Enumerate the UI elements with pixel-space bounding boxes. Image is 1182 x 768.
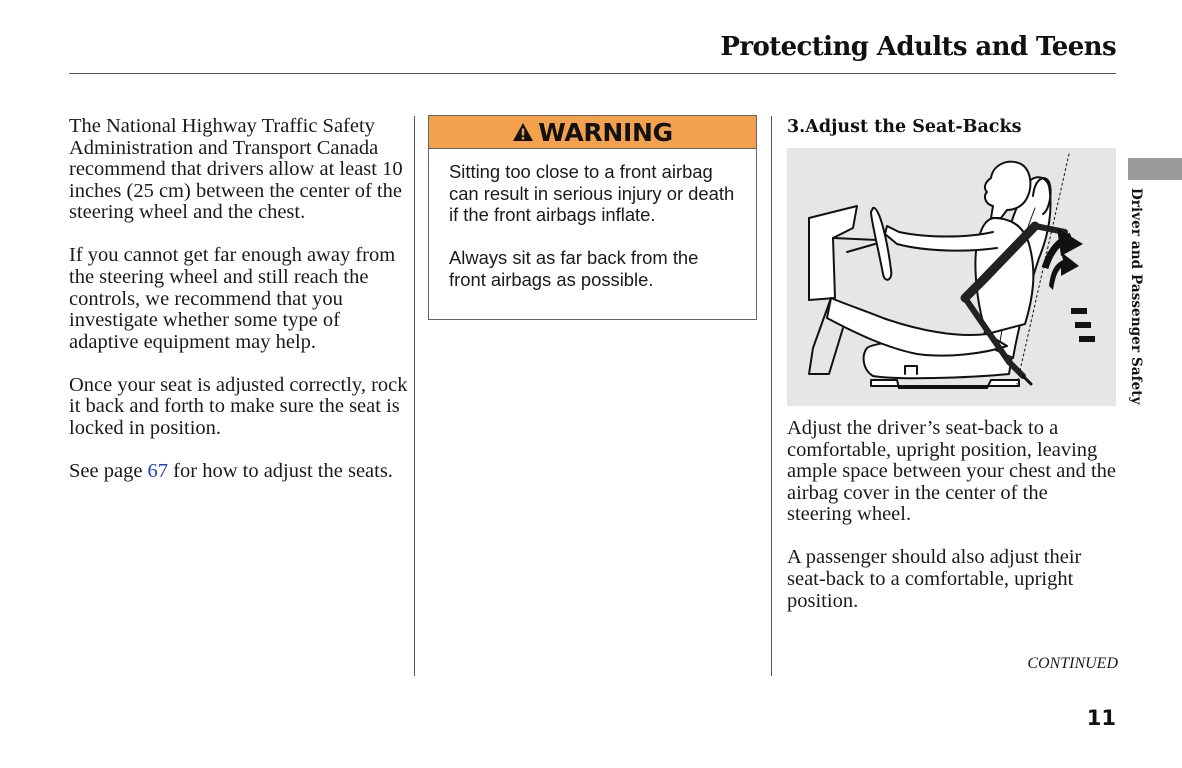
left-column (69, 116, 411, 504)
section-tab-label (1128, 188, 1152, 428)
page-67-link[interactable]: 67 (147, 459, 169, 482)
warning-label: WARNING (538, 117, 673, 147)
seat-back-adjustment-illustration (787, 148, 1116, 406)
warning-paragraph: Sitting too close to a front airbag can result in serious injury or death if the front airbags inflate. (449, 161, 735, 226)
see-page-suffix: for how to adjust the seats. (168, 459, 393, 482)
seat-illustration-icon (787, 148, 1116, 406)
right-column-body (787, 418, 1117, 634)
right-column-heading (787, 116, 1117, 138)
paragraph: If you cannot get far enough away from the steering wheel and still reach the controls, we recommend that you investigate whether some type of adaptive equipment may help. (69, 244, 396, 353)
paragraph: Once your seat is adjusted correctly, rock it back and forth to make sure the seat is locked in position. (69, 373, 408, 439)
see-page-prefix: See page (69, 459, 148, 482)
paragraph: The National Highway Traffic Safety Administration and Transport Canada recommend that drivers allow at least 10 inches (25 cm) between the center of the steering wheel and the chest. (69, 115, 403, 224)
warning-body (429, 149, 756, 291)
warning-box (428, 115, 757, 320)
column-divider-left (414, 116, 415, 676)
warning-paragraph: Always sit as far back from the front airbags as possible. (449, 247, 699, 290)
step-heading: 3.Adjust the Seat-Backs (787, 117, 1022, 137)
section-tab-marker (1128, 158, 1182, 180)
header-divider (69, 73, 1116, 74)
page-number: 11 (1086, 706, 1116, 730)
page-title: Protecting Adults and Teens (720, 32, 1116, 62)
column-divider-right (771, 116, 772, 676)
warning-header (429, 116, 756, 149)
section-tab-text: Driver and Passenger Safety (1128, 188, 1144, 405)
paragraph: A passenger should also adjust their seat-back to a comfortable, upright position. (787, 546, 1082, 612)
continued-label: CONTINUED (1027, 655, 1118, 672)
see-page-paragraph (69, 461, 411, 483)
paragraph: Adjust the driver’s seat-back to a comfortable, upright position, leaving ample space between your chest and the airbag cover in the center of the steering wheel. (787, 417, 1117, 526)
warning-triangle-icon (512, 122, 534, 142)
